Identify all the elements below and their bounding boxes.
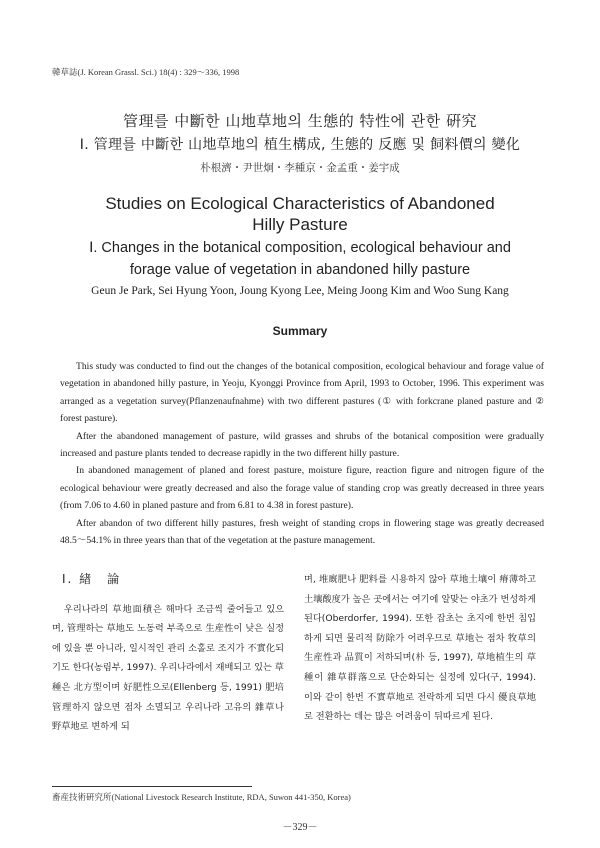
summary-paragraph: In abandoned management of planed and forest pasture, moisture figure, reaction figure and nitrogen figure of the ecological behaviour were greatly decreased and also the forage value of standing crop was greatly decreased in three years (from 7.06 to 4.60 in planed pasture and from 6.81 to 4.38 in forest pasture). xyxy=(60,465,544,512)
summary-paragraph: After the abandoned management of pasture, wild grasses and shrubs of the botanical composition were gradually increased and pasture plants tended to decrease rapidly in the two different hilly pasture. xyxy=(60,430,544,460)
korean-authors: 朴根濟・尹世炯・李種京・金孟重・姜宇成 xyxy=(200,162,400,174)
english-title-line1: Studies on Ecological Characteristics of Abandoned xyxy=(105,194,495,213)
english-subtitle-line1: Ⅰ. Changes in the botanical composition, ecological behaviour and xyxy=(89,240,511,256)
summary-paragraph: After abandon of two different hilly pastures, fresh weight of standing crops in flowering stage was greatly decreased 48.5～54.1% in three years than that of the vegetation at the pasture management. xyxy=(60,517,544,547)
summary-paragraph: This study was conducted to find out the changes of the botanical composition, ecological behaviour and forage value of vegetation in abandoned hilly pasture, in Yeoju, Kyonggi Province from April, 1993 to October, 1996. This experiment was arranged as a vegetation survey(Pflanzenaufnahme) with two different pastures (① with forkcrane planed pasture and ② forest pasture). xyxy=(60,361,544,425)
summary-body xyxy=(60,358,544,549)
footnote-divider xyxy=(52,786,252,787)
english-authors: Geun Je Park, Sei Hyung Yoon, Joung Kyong Lee, Meing Joong Kim and Woo Sung Kang xyxy=(91,285,509,297)
english-title-line2: Hilly Pasture xyxy=(252,215,348,234)
page-number: －329－ xyxy=(282,822,318,833)
english-title xyxy=(60,193,540,235)
intro-left-column xyxy=(52,570,284,737)
english-subtitle xyxy=(60,237,540,281)
section-heading: Ⅰ. 緖 論 xyxy=(62,572,122,586)
summary-heading: Summary xyxy=(272,324,328,338)
korean-subtitle: Ⅰ. 管理를 中斷한 山地草地의 植生構成, 生態的 反應 및 飼料價의 變化 xyxy=(79,137,521,153)
intro-right-column xyxy=(304,570,536,727)
korean-title: 管理를 中斷한 山地草地의 生態的 特性에 관한 硏究 xyxy=(122,112,478,130)
intro-paragraph-right: 며, 堆廐肥나 肥料를 시용하지 않아 草地土壤이 瘠薄하고 土壤酸度가 높은 곳에서는 여기에 알맞는 야초가 번성하게 된다(Oberdorfer, 1994). 또한 잡초는 초지에 한번 침입하게 되면 물리적 防除가 어려우므로 草地는 점차 牧草의 生産性과 品質이 저하되며(朴 등, 1997), 草地植生의 草種이 雜草群落으로 단순화되는 실정에 있다(구, 1994). 이와 같이 한번 不實草地로 전락하게 되면 다시 優良草地로 전환하는 데는 많은 어려움이 뒤따르게 된다. xyxy=(304,574,536,723)
english-subtitle-line2: forage value of vegetation in abandoned hilly pasture xyxy=(129,262,471,278)
intro-paragraph-left: 우리나라의 草地面積은 해마다 조금씩 줄어들고 있으며, 管理하는 草地도 노동력 부족으로 生産性이 낮은 실정에 있을 뿐 아니라, 일시적인 관리 소홀로 조지가 不實化되기도 한다(농림부, 1997). 우리나라에서 재배되고 있는 草種은 北方型이며 好肥性으로(Ellenberg 등, 1991) 肥培管理하지 않으면 점차 소멸되고 우리나라 고유의 雜草나 野草地로 변하게 되 xyxy=(52,603,284,733)
affiliation-footnote: 畜産技術硏究所(National Livestock Research Institute, RDA, Suwon 441-350, Korea) xyxy=(52,792,351,802)
journal-citation: 韓草誌(J. Korean Grassl. Sci.) 18(4) : 329～336, 1998 xyxy=(52,67,240,77)
